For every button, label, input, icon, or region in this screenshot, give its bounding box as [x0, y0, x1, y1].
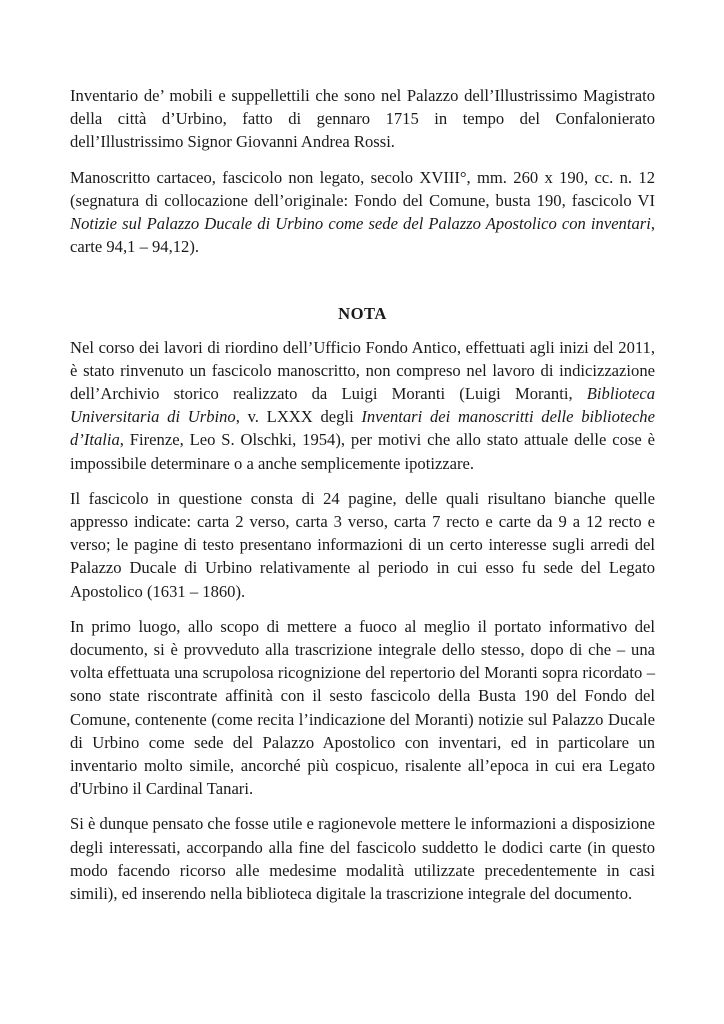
title-paragraph: Inventario de’ mobili e suppellettili che sono nel Palazzo dell’Illustrissimo Magistrato della città d’Urbino, fatto di gennaro 1715 in tempo del Confalonierato dell’Illustrissimo Signor Giovanni Andrea Rossi.: [70, 86, 655, 152]
description-paragraph: [70, 166, 655, 259]
nota-paragraph-3: In primo luogo, allo scopo di mettere a fuoco al meglio il portato informativo del documento, si è provveduto alla trascrizione integrale dello stesso, dopo di che – una volta effettuata una scrupolosa ricognizione del repertorio del Moranti sopra ricordato – sono state riscontrate affinità con il sesto fascicolo della Busta 190 del Fondo del Comune, contenente (come recita l’indicazione del Moranti) notizie sul Palazzo Ducale di Urbino come sede del Palazzo Apostolico con inventari, ed in particolare un inventario molto simile, ancorché più cospicuo, risalente all’epoca in cui era Legato d'Urbino il Cardinal Tanari.: [70, 616, 655, 799]
nota-paragraph-2: Il fascicolo in questione consta di 24 pagine, delle quali risultano bianche quelle appresso indicate: carta 2 verso, carta 3 verso, carta 7 recto e carte da 9 a 12 recto e verso; le pagine di testo presentano informazioni di un certo interesse sugli arredi del Palazzo Ducale di Urbino relativamente al periodo in cui esso fu sede del Legato Apostolico (1631 – 1860).: [70, 488, 655, 601]
description-text-1: Manoscritto cartaceo, fascicolo non legato, secolo XVIII°, mm. 260 x 190, cc. n. 12 (segnatura di collocazione dell’originale: Fondo del Comune, busta 190, fascicolo VI: [70, 167, 655, 210]
nota-p1-italic-1: Biblioteca Universitaria di Urbino: [70, 384, 655, 427]
nota-paragraph-4: Si è dunque pensato che fosse utile e ragionevole mettere le informazioni a disposizione degli interessati, accorpando alla fine del fascicolo suddetto le dodici carte (in questo modo facendo ricorso alle medesime modalità utilizzate precedentemente in casi simili), ed inserendo nella biblioteca digitale la trascrizione integrale del documento.: [70, 814, 655, 904]
section-heading: NOTA: [338, 304, 387, 324]
nota-p1-text-2: , v. LXXX degli: [235, 407, 362, 427]
description-italic-title: Notizie sul Palazzo Ducale di Urbino come sede del Palazzo Apostolico con inventari: [70, 214, 651, 234]
description-text-2: , carte 94,1 – 94,12).: [70, 214, 655, 257]
nota-p1-text-3: , Firenze, Leo S. Olschki, 1954), per motivi che allo stato attuale delle cose è impossibile determinare o a anche semplicemente ipotizzare.: [70, 430, 655, 473]
document-body: [70, 84, 655, 917]
nota-p1-italic-2: Inventari dei manoscritti delle biblioteche d’Italia: [70, 407, 655, 450]
nota-p1-text-1: Nel corso dei lavori di riordino dell’Ufficio Fondo Antico, effettuati agli inizi del 2011, è stato rinvenuto un fascicolo manoscritto, non compreso nel lavoro di indicizzazione dell’Archivio storico realizzato da Luigi Moranti (Luigi Moranti,: [70, 337, 655, 404]
nota-paragraph-1: [70, 336, 655, 475]
